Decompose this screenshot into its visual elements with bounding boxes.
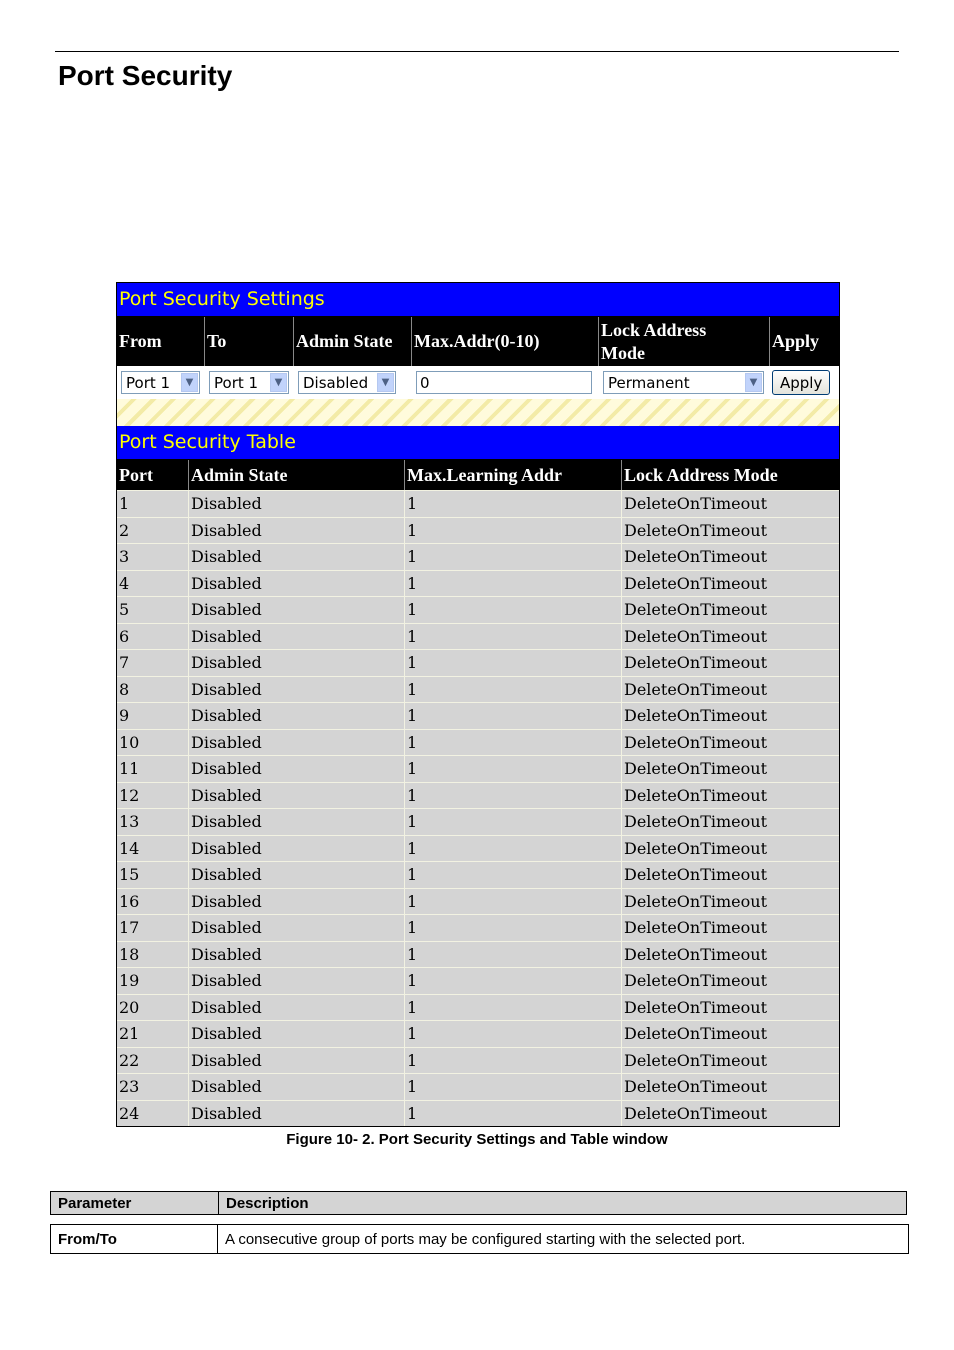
chevron-down-icon[interactable]: ▼ bbox=[745, 373, 762, 392]
cell-admin-state: Disabled bbox=[189, 624, 405, 650]
table-row bbox=[117, 1073, 839, 1100]
cell-port: 10 bbox=[117, 730, 189, 756]
cell-lock-mode: DeleteOnTimeout bbox=[624, 600, 767, 620]
cell-lock-mode: DeleteOnTimeout bbox=[624, 547, 767, 567]
table-row bbox=[117, 967, 839, 994]
table-row bbox=[117, 702, 839, 729]
cell-admin-state: Disabled bbox=[189, 1101, 405, 1127]
cell-port: 13 bbox=[117, 809, 189, 835]
chevron-down-icon[interactable]: ▼ bbox=[270, 373, 287, 392]
params-header-description: Description bbox=[219, 1192, 907, 1215]
cell-max-learning: 1 bbox=[405, 915, 622, 941]
cell-max-learning: 1 bbox=[405, 783, 622, 809]
to-select-value: Port 1 bbox=[214, 373, 259, 392]
from-select[interactable] bbox=[121, 371, 200, 394]
params-header-table bbox=[50, 1191, 907, 1215]
cell-port: 5 bbox=[117, 597, 189, 623]
cell-max-learning: 1 bbox=[405, 1101, 622, 1127]
table-row bbox=[117, 517, 839, 544]
settings-title: Port Security Settings bbox=[117, 283, 839, 317]
cell-admin-state: Disabled bbox=[189, 889, 405, 915]
cell-admin-state: Disabled bbox=[189, 836, 405, 862]
table-row bbox=[117, 782, 839, 809]
cell-lock-mode: DeleteOnTimeout bbox=[624, 626, 767, 646]
cell-lock-mode: DeleteOnTimeout bbox=[624, 1077, 767, 1097]
col-port: Port bbox=[117, 460, 189, 490]
chevron-down-icon[interactable]: ▼ bbox=[181, 373, 198, 392]
table-row bbox=[117, 676, 839, 703]
to-select[interactable] bbox=[209, 371, 289, 394]
header-max-addr: Max.Addr(0-10) bbox=[412, 317, 599, 366]
cell-port: 3 bbox=[117, 544, 189, 570]
decorative-pattern bbox=[117, 399, 839, 426]
cell-port: 11 bbox=[117, 756, 189, 782]
cell-max-learning: 1 bbox=[405, 1074, 622, 1100]
cell-port: 14 bbox=[117, 836, 189, 862]
params-row bbox=[51, 1225, 909, 1254]
cell-admin-state: Disabled bbox=[189, 968, 405, 994]
cell-max-learning: 1 bbox=[405, 995, 622, 1021]
cell-admin-state: Disabled bbox=[189, 518, 405, 544]
table-row bbox=[117, 808, 839, 835]
max-addr-input[interactable]: 0 bbox=[416, 371, 592, 394]
header-admin-state: Admin State bbox=[294, 317, 412, 366]
cell-admin-state: Disabled bbox=[189, 491, 405, 517]
cell-max-learning: 1 bbox=[405, 889, 622, 915]
settings-header bbox=[117, 317, 839, 366]
cell-admin-state: Disabled bbox=[189, 915, 405, 941]
chevron-down-icon[interactable]: ▼ bbox=[377, 373, 394, 392]
cell-max-learning: 1 bbox=[405, 597, 622, 623]
cell-port: 7 bbox=[117, 650, 189, 676]
cell-port: 4 bbox=[117, 571, 189, 597]
table-row bbox=[117, 914, 839, 941]
col-admin-state: Admin State bbox=[189, 460, 405, 490]
cell-admin-state: Disabled bbox=[189, 650, 405, 676]
cell-lock-mode: DeleteOnTimeout bbox=[624, 653, 767, 673]
cell-admin-state: Disabled bbox=[189, 809, 405, 835]
cell-max-learning: 1 bbox=[405, 518, 622, 544]
cell-max-learning: 1 bbox=[405, 756, 622, 782]
cell-port: 9 bbox=[117, 703, 189, 729]
figure-caption: Figure 10- 2. Port Security Settings and Table window bbox=[286, 1131, 668, 1148]
params-header-parameter: Parameter bbox=[51, 1192, 219, 1215]
table-row bbox=[117, 596, 839, 623]
cell-port: 1 bbox=[117, 491, 189, 517]
cell-max-learning: 1 bbox=[405, 571, 622, 597]
col-lock-mode: Lock Address Mode bbox=[624, 464, 778, 485]
cell-port: 23 bbox=[117, 1074, 189, 1100]
cell-port: 21 bbox=[117, 1021, 189, 1047]
page-title: Port Security bbox=[58, 60, 233, 91]
table-row bbox=[117, 888, 839, 915]
table-row bbox=[117, 570, 839, 597]
cell-port: 20 bbox=[117, 995, 189, 1021]
cell-admin-state: Disabled bbox=[189, 597, 405, 623]
cell-port: 16 bbox=[117, 889, 189, 915]
table-row bbox=[117, 543, 839, 570]
cell-lock-mode: DeleteOnTimeout bbox=[624, 944, 767, 964]
header-apply: Apply bbox=[772, 331, 820, 351]
param-name: From/To bbox=[51, 1225, 218, 1254]
cell-admin-state: Disabled bbox=[189, 677, 405, 703]
table-row bbox=[117, 835, 839, 862]
table-row bbox=[117, 994, 839, 1021]
admin-state-select-value: Disabled bbox=[303, 373, 369, 392]
cell-admin-state: Disabled bbox=[189, 703, 405, 729]
cell-port: 22 bbox=[117, 1048, 189, 1074]
cell-admin-state: Disabled bbox=[189, 995, 405, 1021]
cell-admin-state: Disabled bbox=[189, 571, 405, 597]
cell-port: 17 bbox=[117, 915, 189, 941]
cell-lock-mode: DeleteOnTimeout bbox=[624, 732, 767, 752]
cell-lock-mode: DeleteOnTimeout bbox=[624, 679, 767, 699]
table-row bbox=[117, 1100, 839, 1127]
table-row bbox=[117, 729, 839, 756]
cell-port: 15 bbox=[117, 862, 189, 888]
cell-max-learning: 1 bbox=[405, 491, 622, 517]
table-row bbox=[117, 623, 839, 650]
cell-lock-mode: DeleteOnTimeout bbox=[624, 918, 767, 938]
cell-admin-state: Disabled bbox=[189, 1021, 405, 1047]
table-row bbox=[117, 1020, 839, 1047]
cell-port: 12 bbox=[117, 783, 189, 809]
cell-lock-mode: DeleteOnTimeout bbox=[624, 838, 767, 858]
cell-max-learning: 1 bbox=[405, 544, 622, 570]
cell-port: 24 bbox=[117, 1101, 189, 1127]
cell-lock-mode: DeleteOnTimeout bbox=[624, 1024, 767, 1044]
cell-port: 6 bbox=[117, 624, 189, 650]
cell-admin-state: Disabled bbox=[189, 1074, 405, 1100]
cell-admin-state: Disabled bbox=[189, 544, 405, 570]
header-lock-mode-line1: Lock Address bbox=[601, 319, 707, 340]
cell-lock-mode: DeleteOnTimeout bbox=[624, 891, 767, 911]
table-row bbox=[117, 1047, 839, 1074]
params-table bbox=[50, 1224, 909, 1254]
lock-mode-select[interactable] bbox=[603, 371, 764, 394]
cell-max-learning: 1 bbox=[405, 809, 622, 835]
cell-admin-state: Disabled bbox=[189, 942, 405, 968]
cell-lock-mode: DeleteOnTimeout bbox=[624, 865, 767, 885]
cell-lock-mode: DeleteOnTimeout bbox=[624, 971, 767, 991]
col-max-learning: Max.Learning Addr bbox=[405, 460, 622, 490]
cell-max-learning: 1 bbox=[405, 1021, 622, 1047]
cell-max-learning: 1 bbox=[405, 1048, 622, 1074]
header-from: From bbox=[117, 317, 205, 366]
param-description: A consecutive group of ports may be configured starting with the selected port. bbox=[218, 1225, 909, 1254]
cell-lock-mode: DeleteOnTimeout bbox=[624, 759, 767, 779]
header-to: To bbox=[205, 317, 294, 366]
admin-state-select[interactable] bbox=[298, 371, 396, 394]
cell-max-learning: 1 bbox=[405, 836, 622, 862]
cell-lock-mode: DeleteOnTimeout bbox=[624, 1103, 767, 1123]
settings-controls bbox=[117, 366, 839, 399]
port-security-window bbox=[116, 282, 840, 1127]
top-rule bbox=[55, 51, 899, 52]
cell-max-learning: 1 bbox=[405, 942, 622, 968]
cell-max-learning: 1 bbox=[405, 624, 622, 650]
cell-port: 8 bbox=[117, 677, 189, 703]
cell-lock-mode: DeleteOnTimeout bbox=[624, 812, 767, 832]
cell-admin-state: Disabled bbox=[189, 862, 405, 888]
table-row bbox=[117, 649, 839, 676]
cell-admin-state: Disabled bbox=[189, 783, 405, 809]
cell-max-learning: 1 bbox=[405, 703, 622, 729]
table-row bbox=[117, 490, 839, 517]
cell-lock-mode: DeleteOnTimeout bbox=[624, 520, 767, 540]
table-row bbox=[117, 941, 839, 968]
cell-lock-mode: DeleteOnTimeout bbox=[624, 1050, 767, 1070]
table-header bbox=[117, 460, 839, 490]
header-lock-mode bbox=[599, 317, 770, 366]
cell-port: 19 bbox=[117, 968, 189, 994]
cell-max-learning: 1 bbox=[405, 730, 622, 756]
cell-port: 2 bbox=[117, 518, 189, 544]
cell-lock-mode: DeleteOnTimeout bbox=[624, 997, 767, 1017]
cell-admin-state: Disabled bbox=[189, 756, 405, 782]
table-row bbox=[117, 861, 839, 888]
cell-lock-mode: DeleteOnTimeout bbox=[624, 494, 767, 514]
cell-lock-mode: DeleteOnTimeout bbox=[624, 573, 767, 593]
header-lock-mode-line2: Mode bbox=[601, 342, 645, 363]
cell-port: 18 bbox=[117, 942, 189, 968]
apply-button[interactable]: Apply bbox=[772, 370, 830, 395]
from-select-value: Port 1 bbox=[126, 373, 171, 392]
cell-lock-mode: DeleteOnTimeout bbox=[624, 706, 767, 726]
cell-admin-state: Disabled bbox=[189, 1048, 405, 1074]
cell-max-learning: 1 bbox=[405, 677, 622, 703]
cell-max-learning: 1 bbox=[405, 862, 622, 888]
cell-max-learning: 1 bbox=[405, 968, 622, 994]
table-title: Port Security Table bbox=[117, 426, 839, 460]
cell-admin-state: Disabled bbox=[189, 730, 405, 756]
cell-max-learning: 1 bbox=[405, 650, 622, 676]
table-body bbox=[117, 490, 839, 1126]
cell-lock-mode: DeleteOnTimeout bbox=[624, 785, 767, 805]
table-row bbox=[117, 755, 839, 782]
lock-mode-select-value: Permanent bbox=[608, 373, 690, 392]
